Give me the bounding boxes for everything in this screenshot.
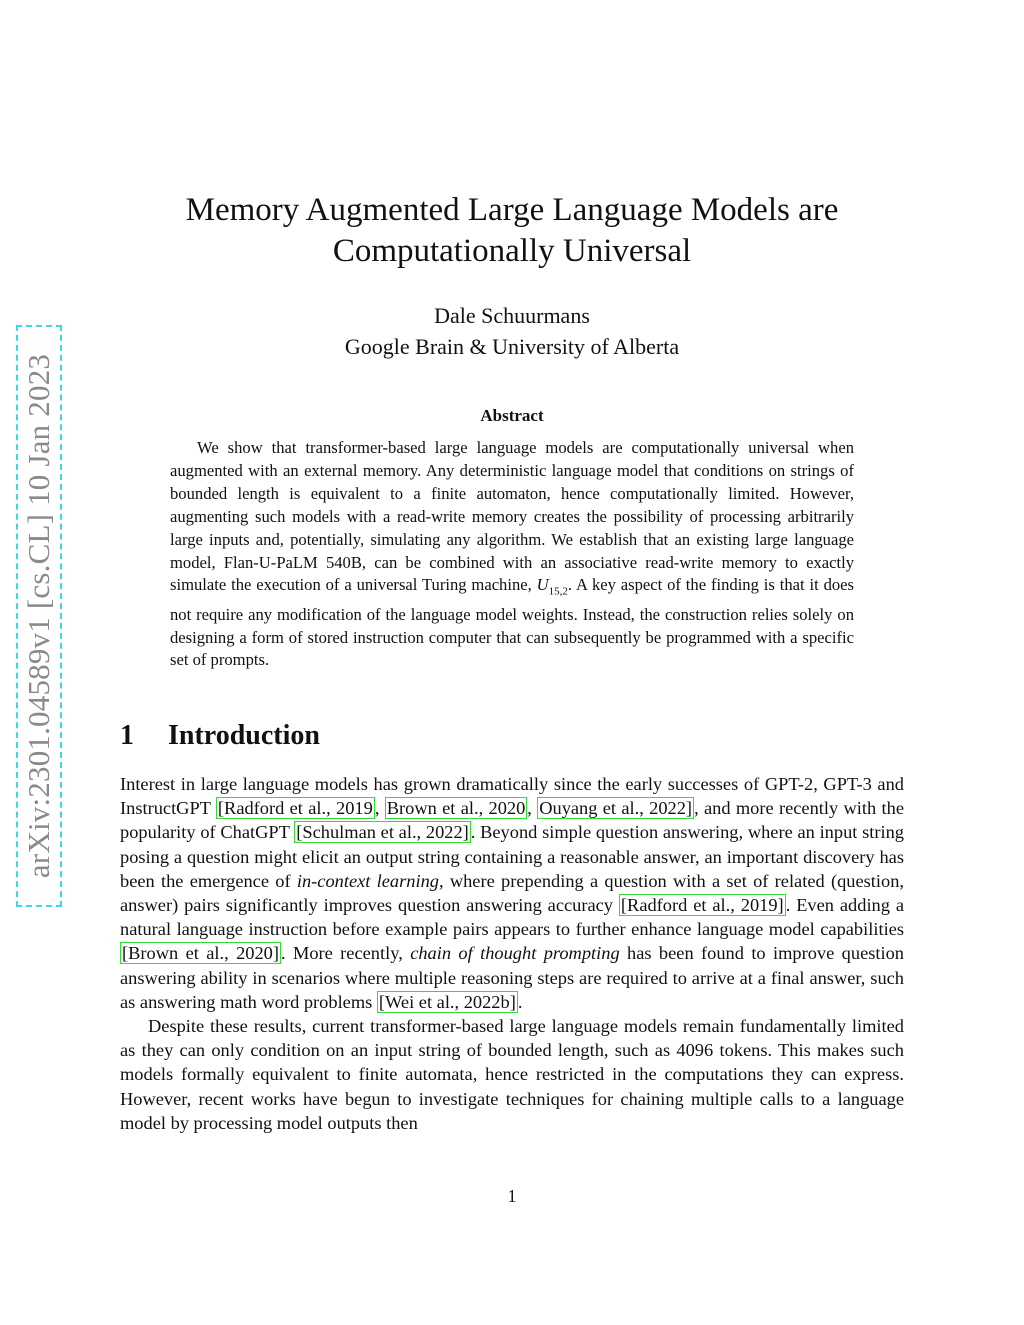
paper-title [120, 190, 904, 272]
citation-link[interactable]: [Radford et al., 2019 [217, 798, 373, 819]
arxiv-stamp [16, 325, 62, 907]
math-subscript: 15,2 [548, 585, 568, 598]
p1-text: has been found to improve question answering ability in scenarios where multiple reasoning steps are required to arrive at a final answer, such as answering math word problems [120, 943, 904, 1012]
citation-link[interactable]: [Wei et al., 2022b] [378, 991, 516, 1012]
p1-text: , and more recently with the popularity of ChatGPT [120, 798, 904, 843]
author-name: Dale Schuurmans [434, 303, 590, 328]
p1-text: . More recently, [280, 943, 411, 964]
citation-link[interactable]: Brown et al., 2020 [386, 798, 526, 819]
p1-text: . [517, 991, 523, 1012]
emphasis-term: chain of thought prompting [410, 943, 620, 964]
abstract-text-a: We show that transformer-based large language models are computationally universal when augmented with an external memory. Any deterministic language model that conditions on strings of bounded length is equivalent to a finite automaton, hence computationally limited. However, augmenting such models with a read-write memory creates the possibility of processing arbitrarily large inputs and, potentially, simulating any algorithm. We establish that an existing large language model, Flan-U-PaLM 540B, can be combined with an associative read-write memory to exactly simulate the execution of a universal Turing machine, [170, 438, 854, 595]
p1-text: Interest in large language models has grown dramatically since the early successes of GPT-2, GPT-3 and InstructGPT [120, 774, 904, 819]
p1-text: . Beyond simple question answering, where an input string posing a question might elicit an output string containing a reasonable answer, an important discovery has been the emergence of [120, 822, 904, 891]
arxiv-stamp-text: arXiv:2301.04589v1 [cs.CL] 10 Jan 2023 [21, 353, 57, 879]
abstract-heading: Abstract [480, 406, 544, 425]
section-body [120, 772, 904, 1135]
author-affiliation: Google Brain & University of Alberta [344, 334, 680, 359]
title-line-1: Memory Augmented Large Language Models are [185, 192, 839, 228]
section-number: 1 [120, 720, 134, 751]
emphasis-term: in-context learning [296, 870, 439, 891]
citation-link[interactable]: Ouyang et al., 2022] [539, 798, 693, 819]
p1-text: , where prepending a question with a set of related (question, answer) pairs significantly improves question answering accuracy [120, 870, 904, 916]
p1-text: . Even adding a natural language instruction before example pairs appears to further enhance language model capabilities [120, 895, 905, 940]
math-u: U [536, 575, 549, 595]
paragraph-2: Despite these results, current transformer-based large language models remain fundamentally limited as they can only condition on an input string of bounded length, such as 4096 tokens. This makes such models formally equivalent to finite automata, hence restricted in the computations they can express. However, recent works have begun to investigate techniques for chaining multiple calls to a language model by processing model outputs then [120, 1016, 904, 1133]
citation-link[interactable]: [Brown et al., 2020] [122, 943, 279, 964]
page-number: 1 [507, 1186, 517, 1206]
p1-sep: , [374, 798, 385, 819]
abstract-text [170, 437, 854, 672]
citation-link[interactable]: [Schulman et al., 2022] [296, 822, 469, 843]
p1-sep: , [527, 798, 538, 819]
paragraph-1 [120, 772, 904, 1014]
title-line-2: Computationally Universal [332, 233, 692, 269]
citation-link[interactable]: [Radford et al., 2019] [620, 895, 784, 916]
section-title: Introduction [168, 720, 320, 751]
abstract-text-b: . A key aspect of the finding is that it does not require any modification of the language model weights. Instead, the construction relies solely on designing a form of stored instruction computer that can subsequently be programmed with a specific set of prompts. [170, 575, 854, 670]
section-heading [120, 720, 320, 752]
